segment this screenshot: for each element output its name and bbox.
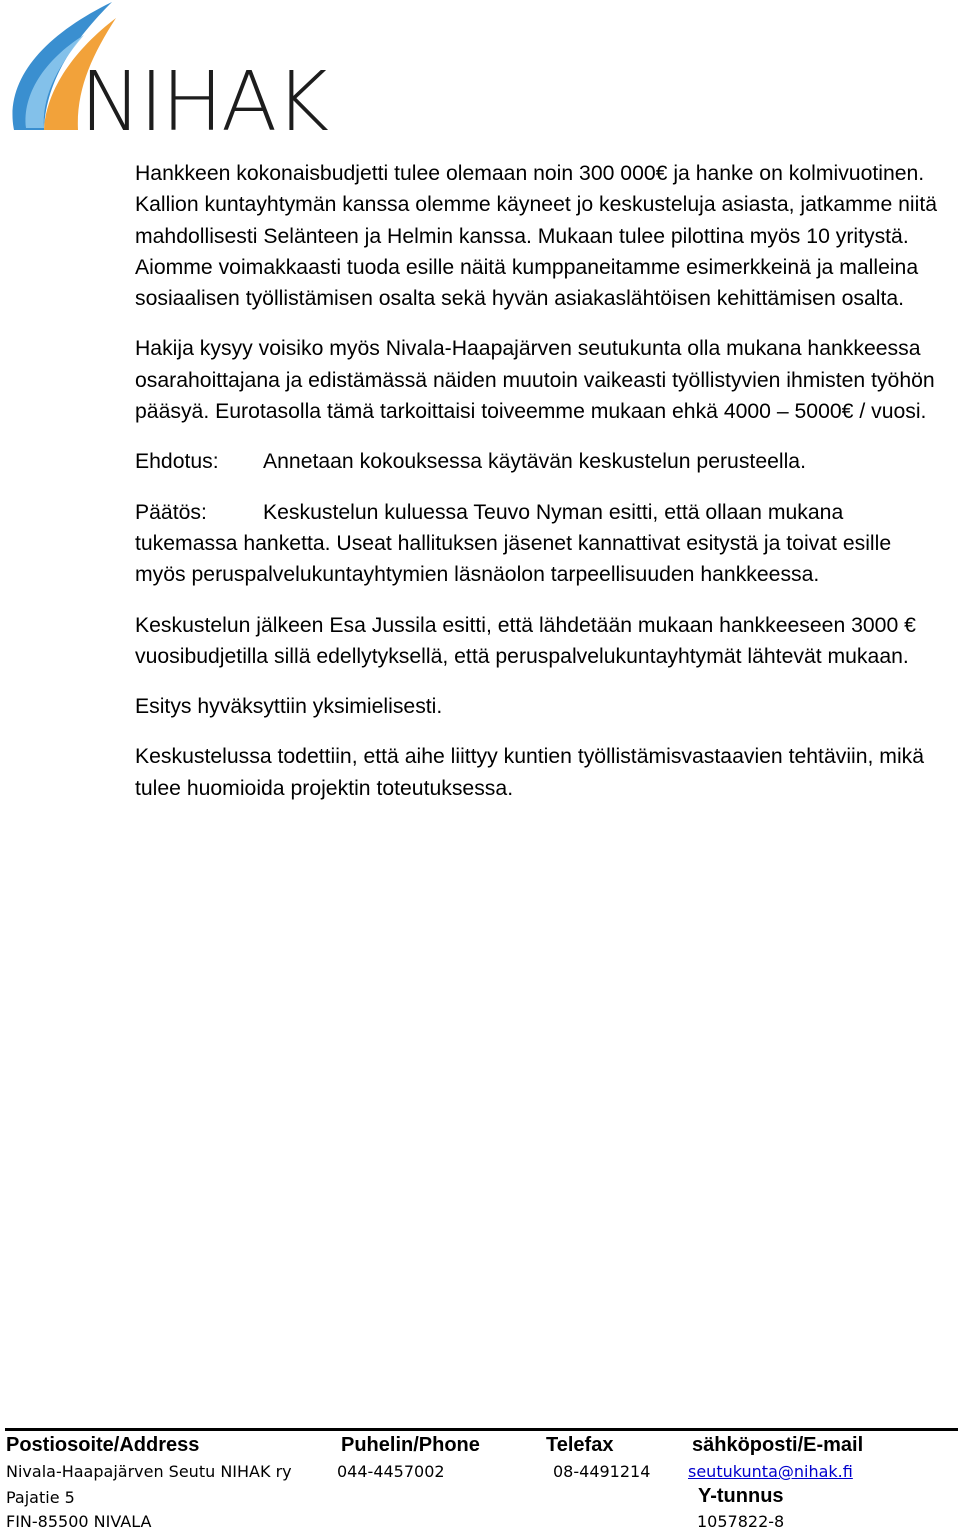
paragraph-note: Keskustelussa todettiin, että aihe liittyy kuntien työllistämisvastaavien tehtäviin, mikä tulee huomioida projektin toteutuksessa.	[135, 745, 925, 800]
decision-row	[135, 497, 940, 591]
proposal-row	[135, 446, 940, 477]
footer-phone-heading: Puhelin/Phone	[341, 1434, 480, 1456]
document-body	[135, 158, 940, 823]
decision-text: Keskustelun kuluessa Teuvo Nyman esitti, että ollaan mukana tukemassa hanketta. Useat hallituksen jäsenet kannattivat esitystä ja toivat esille myös peruspalvelukuntayhtymien läsnäolon tarpeellisuuden hankkeessa.	[135, 500, 892, 587]
footer-fax: 08-4491214	[553, 1462, 651, 1481]
paragraph-discussion-result: Keskustelun jälkeen Esa Jussila esitti, että lähdetään mukaan hankkeeseen 3000 € vuosibudjetilla sillä edellytyksellä, että peruspalvelukuntayhtymät lähtevät mukaan.	[135, 613, 916, 668]
decision-label: Päätös:	[135, 500, 207, 524]
footer-postal: FIN-85500 NIVALA	[6, 1512, 152, 1531]
footer-email-link[interactable]: seutukunta@nihak.fi	[688, 1462, 853, 1481]
footer-ytunnus-heading: Y-tunnus	[698, 1485, 784, 1507]
paragraph-request: Hakija kysyy voisiko myös Nivala-Haapajärven seutukunta olla mukana hankkeessa osarahoittajana ja edistämässä näiden muutoin vaikeasti työllistyvien ihmisten työhön pääsyä. Eurotasolla tämä tarkoittaisi toiveemme mukaan ehkä 4000 – 5000€ / vuosi.	[135, 337, 935, 424]
footer-divider	[5, 1428, 958, 1431]
footer-organization: Nivala-Haapajärven Seutu NIHAK ry	[6, 1462, 292, 1481]
paragraph-approval: Esitys hyväksyttiin yksimielisesti.	[135, 695, 443, 719]
proposal-label: Ehdotus:	[135, 450, 219, 474]
footer-phone: 044-4457002	[337, 1462, 445, 1481]
proposal-text: Annetaan kokouksessa käytävän keskustelun perusteella.	[263, 450, 806, 474]
footer-fax-heading: Telefax	[546, 1434, 614, 1456]
footer-email-heading: sähköposti/E-mail	[692, 1434, 864, 1456]
logo-wordmark: NIHAK	[80, 55, 328, 150]
paragraph-budget: Hankkeen kokonaisbudjetti tulee olemaan noin 300 000€ ja hanke on kolmivuotinen. Kallion kuntayhtymän kanssa olemme käyneet jo keskusteluja asiasta, jatkamme niitä mahdollisesti Selänteen ja Helmin kanssa. Mukaan tulee pilottina myös 10 yritystä. Aiomme voimakkaasti tuoda esille näitä kumppaneitamme esimerkkeinä ja malleina sosiaalisen työllistämisen osalta sekä hyvän asiakaslähtöisen kehittämisen osalta.	[135, 162, 937, 311]
nihak-logo	[4, 0, 334, 150]
footer-address-heading: Postiosoite/Address	[6, 1434, 200, 1456]
footer-ytunnus: 1057822-8	[697, 1512, 785, 1531]
footer-street: Pajatie 5	[6, 1488, 75, 1507]
